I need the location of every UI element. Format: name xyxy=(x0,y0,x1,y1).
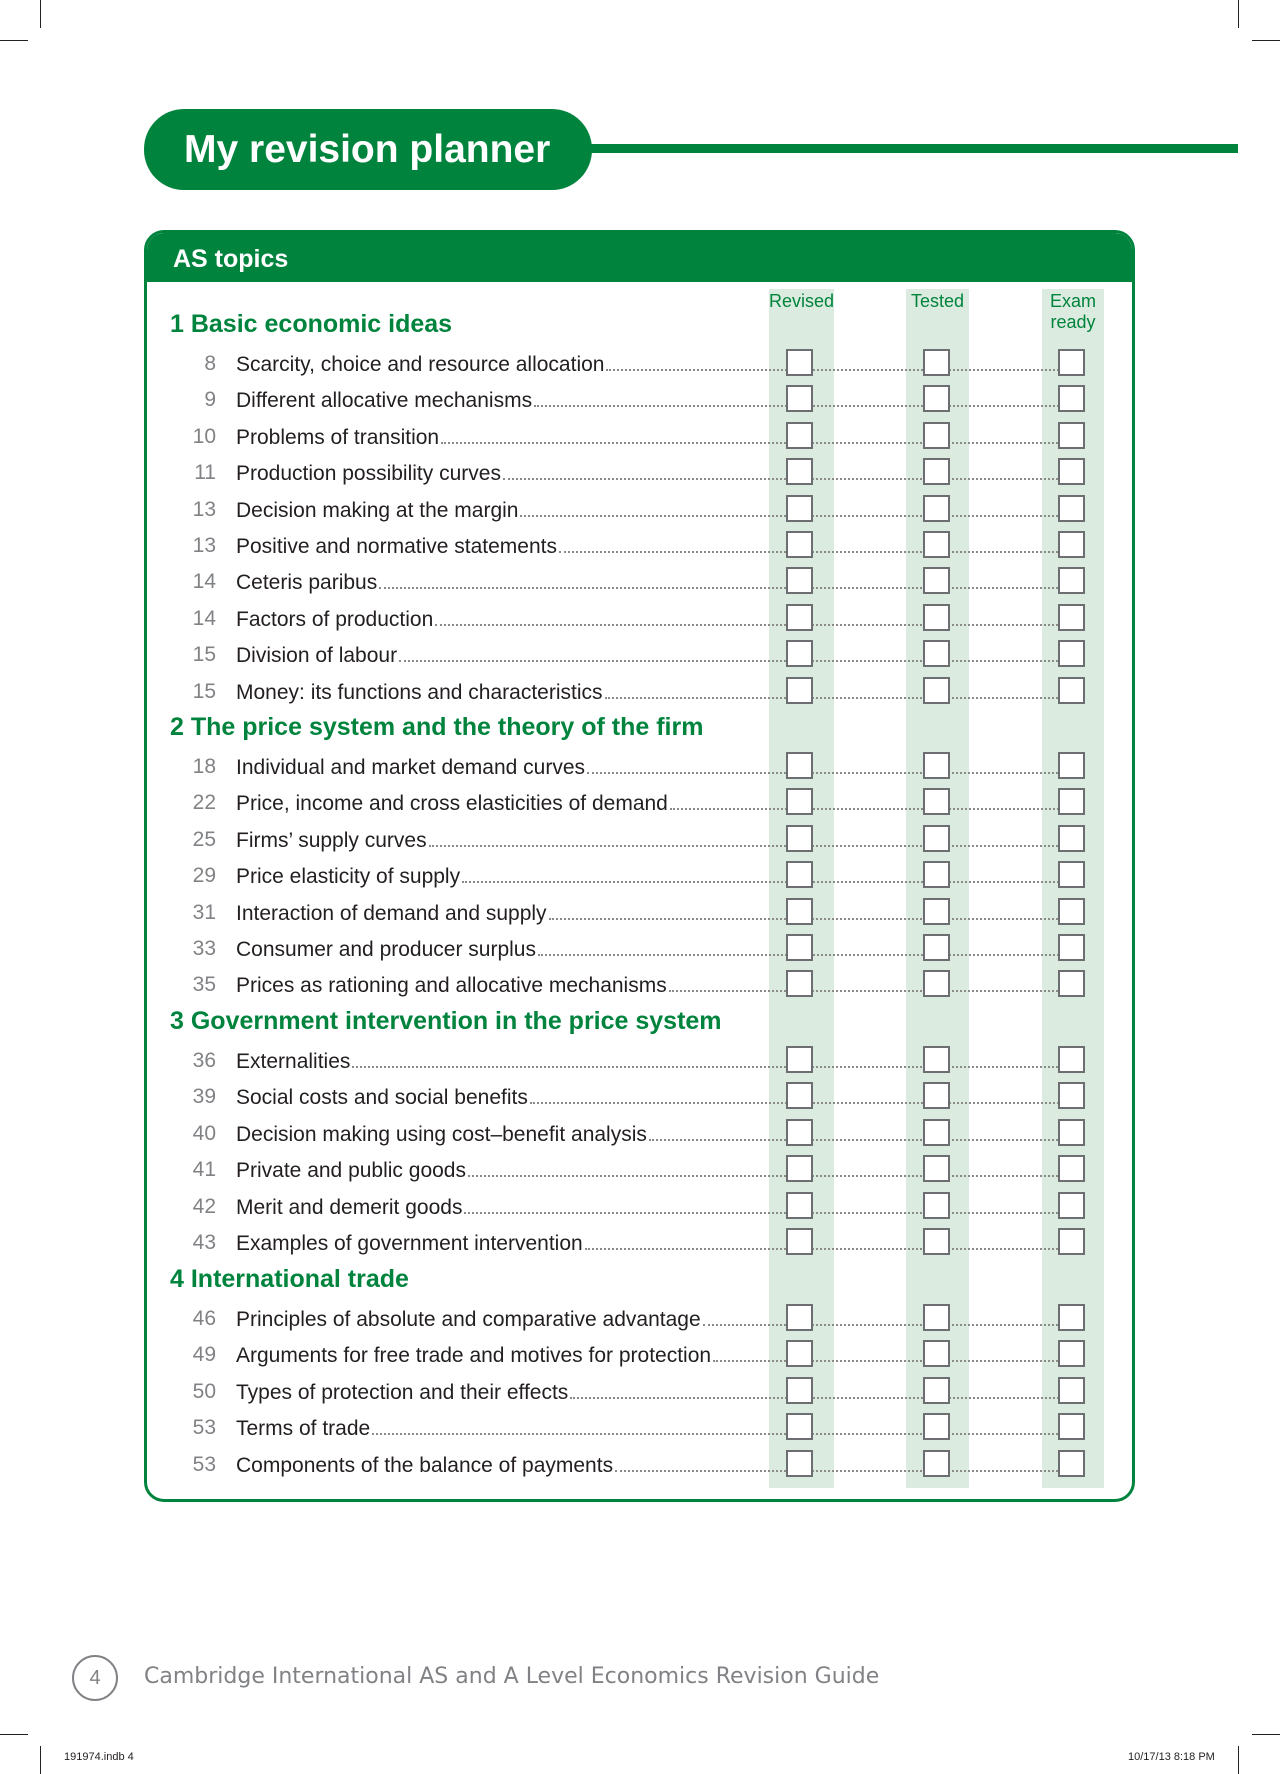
tested-checkbox[interactable] xyxy=(923,1155,950,1182)
topic-page-number: 41 xyxy=(192,1158,216,1182)
crop-mark xyxy=(40,1746,41,1774)
topic-row xyxy=(170,1117,1090,1151)
print-slug-file: 191974.indb 4 xyxy=(64,1751,134,1763)
topic-page-number: 13 xyxy=(192,534,216,557)
exam-ready-checkbox[interactable] xyxy=(1058,1046,1085,1073)
revised-checkbox[interactable] xyxy=(786,1119,813,1146)
tested-checkbox[interactable] xyxy=(923,825,950,852)
print-slug-timestamp: 10/17/13 8:18 PM xyxy=(1128,1751,1215,1763)
tested-checkbox[interactable] xyxy=(923,1228,950,1255)
topic-row xyxy=(170,1190,1090,1224)
dot-leader xyxy=(429,823,1066,847)
revised-checkbox[interactable] xyxy=(786,640,813,667)
topic-page-number: 10 xyxy=(192,424,216,448)
tested-checkbox[interactable] xyxy=(923,531,950,558)
topic-row xyxy=(170,932,1090,966)
exam-ready-checkbox[interactable] xyxy=(1058,934,1085,961)
section-title: 1 Basic economic ideas xyxy=(170,310,453,338)
crop-mark xyxy=(1252,40,1280,41)
topic-label: Positive and normative statements xyxy=(236,535,557,558)
dot-leader xyxy=(606,347,1066,371)
dot-leader xyxy=(462,859,1066,883)
revised-checkbox[interactable] xyxy=(786,385,813,412)
tested-checkbox[interactable] xyxy=(923,495,950,522)
topic-label: Decision making at the margin xyxy=(236,498,519,522)
topic-row xyxy=(170,1375,1090,1409)
topic-label: Prices as rationing and allocative mechanisms xyxy=(236,974,667,998)
revised-checkbox[interactable] xyxy=(786,458,813,485)
crop-mark xyxy=(40,0,41,28)
tested-checkbox[interactable] xyxy=(923,422,950,449)
exam-ready-checkbox[interactable] xyxy=(1058,349,1085,376)
topic-label: Arguments for free trade and motives for protection xyxy=(236,1344,712,1368)
topic-row xyxy=(170,1302,1090,1336)
dot-leader xyxy=(703,1302,1066,1326)
dot-leader xyxy=(669,968,1066,992)
exam-ready-checkbox[interactable] xyxy=(1058,1340,1085,1367)
topic-page-number: 25 xyxy=(192,827,216,851)
page-title: My revision planner xyxy=(144,109,592,190)
exam-ready-checkbox[interactable] xyxy=(1058,1450,1085,1477)
topic-row xyxy=(170,638,1090,672)
tested-checkbox[interactable] xyxy=(923,1450,950,1477)
topic-label: Firms’ supply curves xyxy=(236,828,427,852)
crop-mark xyxy=(0,1734,28,1735)
topic-label: Price elasticity of supply xyxy=(236,865,461,889)
topic-label: Price, income and cross elasticities of demand xyxy=(236,792,668,816)
tested-checkbox[interactable] xyxy=(923,788,950,815)
tested-checkbox[interactable] xyxy=(923,1192,950,1219)
topic-label: Ceteris paribus xyxy=(236,571,378,595)
topic-label: Interaction of demand and supply xyxy=(236,901,547,925)
revised-checkbox[interactable] xyxy=(786,1192,813,1219)
topic-label: Money: its functions and characteristics xyxy=(236,680,603,704)
topic-row xyxy=(170,859,1090,893)
topic-label: Scarcity, choice and resource allocation xyxy=(236,353,605,376)
topic-row xyxy=(170,1080,1090,1114)
topic-row xyxy=(170,750,1090,784)
revised-checkbox[interactable] xyxy=(786,934,813,961)
topic-page-number: 40 xyxy=(192,1121,216,1145)
tested-checkbox[interactable] xyxy=(923,898,950,925)
topic-label: Private and public goods xyxy=(236,1159,466,1183)
topic-page-number: 15 xyxy=(192,643,216,667)
tested-checkbox[interactable] xyxy=(923,567,950,594)
exam-ready-checkbox[interactable] xyxy=(1058,752,1085,779)
topic-page-number: 49 xyxy=(192,1343,216,1367)
topic-row xyxy=(170,1448,1090,1482)
tested-checkbox[interactable] xyxy=(923,640,950,667)
tested-checkbox[interactable] xyxy=(923,458,950,485)
topic-row xyxy=(170,896,1090,930)
topic-row xyxy=(170,529,1090,563)
exam-ready-checkbox[interactable] xyxy=(1058,1119,1085,1146)
revised-checkbox[interactable] xyxy=(786,970,813,997)
topic-row xyxy=(170,383,1090,417)
revised-checkbox[interactable] xyxy=(786,1228,813,1255)
exam-ready-checkbox[interactable] xyxy=(1058,825,1085,852)
topic-row xyxy=(170,420,1090,454)
revised-checkbox[interactable] xyxy=(786,677,813,704)
topic-label: Principles of absolute and comparative advantage xyxy=(236,1308,701,1331)
revised-checkbox[interactable] xyxy=(786,1082,813,1109)
dot-leader xyxy=(713,1338,1066,1362)
tested-checkbox[interactable] xyxy=(923,934,950,961)
topic-page-number: 18 xyxy=(192,755,216,778)
crop-mark xyxy=(1252,1734,1280,1735)
tested-column-header: Tested xyxy=(910,291,965,311)
topic-page-number: 46 xyxy=(192,1307,216,1330)
dot-leader xyxy=(570,1375,1066,1399)
revised-checkbox[interactable] xyxy=(786,825,813,852)
exam-ready-column-header: Exam ready xyxy=(1049,291,1096,332)
topic-row xyxy=(170,1044,1090,1078)
topic-page-number: 50 xyxy=(192,1379,216,1403)
exam-ready-checkbox[interactable] xyxy=(1058,1304,1085,1331)
dot-leader xyxy=(615,1448,1066,1472)
tested-checkbox[interactable] xyxy=(923,1340,950,1367)
topic-page-number: 9 xyxy=(204,388,216,412)
exam-ready-checkbox[interactable] xyxy=(1058,458,1085,485)
topic-page-number: 8 xyxy=(204,352,216,375)
dot-leader xyxy=(649,1117,1066,1141)
dot-leader xyxy=(585,1226,1066,1250)
topic-label: Problems of transition xyxy=(236,425,440,449)
topic-row xyxy=(170,493,1090,527)
section-title: 3 Government intervention in the price system xyxy=(170,1007,722,1035)
topic-label: Division of labour xyxy=(236,644,398,668)
topic-label: Factors of production xyxy=(236,607,434,631)
topic-page-number: 42 xyxy=(192,1194,216,1218)
exam-ready-checkbox[interactable] xyxy=(1058,1082,1085,1109)
dot-leader xyxy=(468,1153,1066,1177)
revised-checkbox[interactable] xyxy=(786,1413,813,1440)
dot-leader xyxy=(372,1411,1066,1435)
topic-label: Decision making using cost–benefit analysis xyxy=(236,1122,647,1146)
exam-ready-checkbox[interactable] xyxy=(1058,1192,1085,1219)
tested-checkbox[interactable] xyxy=(923,385,950,412)
topic-row xyxy=(170,602,1090,636)
page-number: 4 xyxy=(72,1655,118,1701)
dot-leader xyxy=(379,565,1066,589)
exam-ready-checkbox[interactable] xyxy=(1058,898,1085,925)
topic-label: Merit and demerit goods xyxy=(236,1195,463,1219)
topic-page-number: 43 xyxy=(192,1231,216,1254)
dot-leader xyxy=(464,1190,1066,1214)
topic-page-number: 39 xyxy=(192,1085,216,1109)
revised-checkbox[interactable] xyxy=(786,1450,813,1477)
revised-checkbox[interactable] xyxy=(786,422,813,449)
exam-ready-checkbox[interactable] xyxy=(1058,640,1085,667)
exam-ready-checkbox[interactable] xyxy=(1058,604,1085,631)
topic-label: Types of protection and their effects xyxy=(236,1380,569,1404)
topic-row xyxy=(170,565,1090,599)
topic-label: Components of the balance of payments xyxy=(236,1453,614,1477)
topic-page-number: 11 xyxy=(194,461,216,485)
exam-ready-checkbox[interactable] xyxy=(1058,567,1085,594)
exam-ready-checkbox[interactable] xyxy=(1058,677,1085,704)
topic-label: Different allocative mechanisms xyxy=(236,389,533,413)
as-topics-header: AS topics xyxy=(147,233,1132,282)
dot-leader xyxy=(435,602,1066,626)
exam-ready-checkbox[interactable] xyxy=(1058,1228,1085,1255)
exam-ready-checkbox[interactable] xyxy=(1058,495,1085,522)
tested-checkbox[interactable] xyxy=(923,861,950,888)
topic-label: Externalities xyxy=(236,1050,351,1073)
revised-checkbox[interactable] xyxy=(786,788,813,815)
exam-ready-checkbox[interactable] xyxy=(1058,531,1085,558)
exam-ready-checkbox[interactable] xyxy=(1058,1155,1085,1182)
topic-label: Individual and market demand curves xyxy=(236,756,586,779)
revised-checkbox[interactable] xyxy=(786,861,813,888)
dot-leader xyxy=(670,786,1066,810)
tested-checkbox[interactable] xyxy=(923,1119,950,1146)
revised-checkbox[interactable] xyxy=(786,349,813,376)
revised-checkbox[interactable] xyxy=(786,604,813,631)
dot-leader xyxy=(352,1044,1066,1068)
exam-ready-checkbox[interactable] xyxy=(1058,1377,1085,1404)
topic-label: Terms of trade xyxy=(236,1417,371,1441)
section-title: 4 International trade xyxy=(170,1265,409,1293)
crop-mark xyxy=(1238,0,1239,28)
revised-checkbox[interactable] xyxy=(786,752,813,779)
dot-leader xyxy=(441,420,1066,444)
topic-row xyxy=(170,675,1090,709)
topic-row xyxy=(170,347,1090,381)
topic-label: Social costs and social benefits xyxy=(236,1086,528,1110)
topic-label: Examples of government intervention xyxy=(236,1232,583,1255)
dot-leader xyxy=(503,456,1066,480)
tested-checkbox[interactable] xyxy=(923,752,950,779)
revised-checkbox[interactable] xyxy=(786,1377,813,1404)
revised-checkbox[interactable] xyxy=(786,567,813,594)
tested-checkbox[interactable] xyxy=(923,1413,950,1440)
dot-leader xyxy=(587,750,1066,774)
exam-ready-checkbox[interactable] xyxy=(1058,788,1085,815)
tested-checkbox[interactable] xyxy=(923,677,950,704)
topic-label: Production possibility curves xyxy=(236,462,501,486)
tested-checkbox[interactable] xyxy=(923,604,950,631)
crop-mark xyxy=(0,40,28,41)
dot-leader xyxy=(605,675,1067,699)
tested-checkbox[interactable] xyxy=(923,1377,950,1404)
revised-checkbox[interactable] xyxy=(786,898,813,925)
topic-row xyxy=(170,1411,1090,1445)
revised-checkbox[interactable] xyxy=(786,1304,813,1331)
revised-checkbox[interactable] xyxy=(786,495,813,522)
topic-page-number: 53 xyxy=(192,1452,216,1476)
topic-page-number: 36 xyxy=(192,1049,216,1072)
exam-ready-checkbox[interactable] xyxy=(1058,861,1085,888)
topic-page-number: 33 xyxy=(192,937,216,960)
exam-ready-checkbox[interactable] xyxy=(1058,422,1085,449)
topic-page-number: 13 xyxy=(192,497,216,521)
tested-checkbox[interactable] xyxy=(923,349,950,376)
exam-ready-checkbox[interactable] xyxy=(1058,970,1085,997)
topic-page-number: 53 xyxy=(192,1416,216,1440)
tested-checkbox[interactable] xyxy=(923,970,950,997)
revised-checkbox[interactable] xyxy=(786,1046,813,1073)
topic-page-number: 14 xyxy=(192,606,216,630)
book-title: Cambridge International AS and A Level Economics Revision Guide xyxy=(144,1664,880,1689)
tested-checkbox[interactable] xyxy=(923,1046,950,1073)
topic-row xyxy=(170,786,1090,820)
exam-ready-checkbox[interactable] xyxy=(1058,385,1085,412)
topic-row xyxy=(170,1153,1090,1187)
dot-leader xyxy=(399,638,1066,662)
section-title: 2 The price system and the theory of the firm xyxy=(170,713,704,741)
topic-label: Consumer and producer surplus xyxy=(236,938,536,961)
topic-row xyxy=(170,456,1090,490)
crop-mark xyxy=(1238,1746,1239,1774)
topic-page-number: 14 xyxy=(192,570,216,594)
exam-ready-checkbox[interactable] xyxy=(1058,1413,1085,1440)
topic-row xyxy=(170,823,1090,857)
topic-row xyxy=(170,1338,1090,1372)
topic-page-number: 29 xyxy=(192,864,216,888)
topic-page-number: 22 xyxy=(192,791,216,815)
topic-row xyxy=(170,1226,1090,1260)
topic-page-number: 31 xyxy=(192,900,216,924)
topic-page-number: 35 xyxy=(192,973,216,997)
topic-row xyxy=(170,968,1090,1002)
revised-column-header: Revised xyxy=(768,291,835,311)
tested-checkbox[interactable] xyxy=(923,1304,950,1331)
title-rule xyxy=(590,144,1238,153)
revised-checkbox[interactable] xyxy=(786,531,813,558)
tested-checkbox[interactable] xyxy=(923,1082,950,1109)
revised-checkbox[interactable] xyxy=(786,1155,813,1182)
revised-checkbox[interactable] xyxy=(786,1340,813,1367)
topic-page-number: 15 xyxy=(192,679,216,703)
